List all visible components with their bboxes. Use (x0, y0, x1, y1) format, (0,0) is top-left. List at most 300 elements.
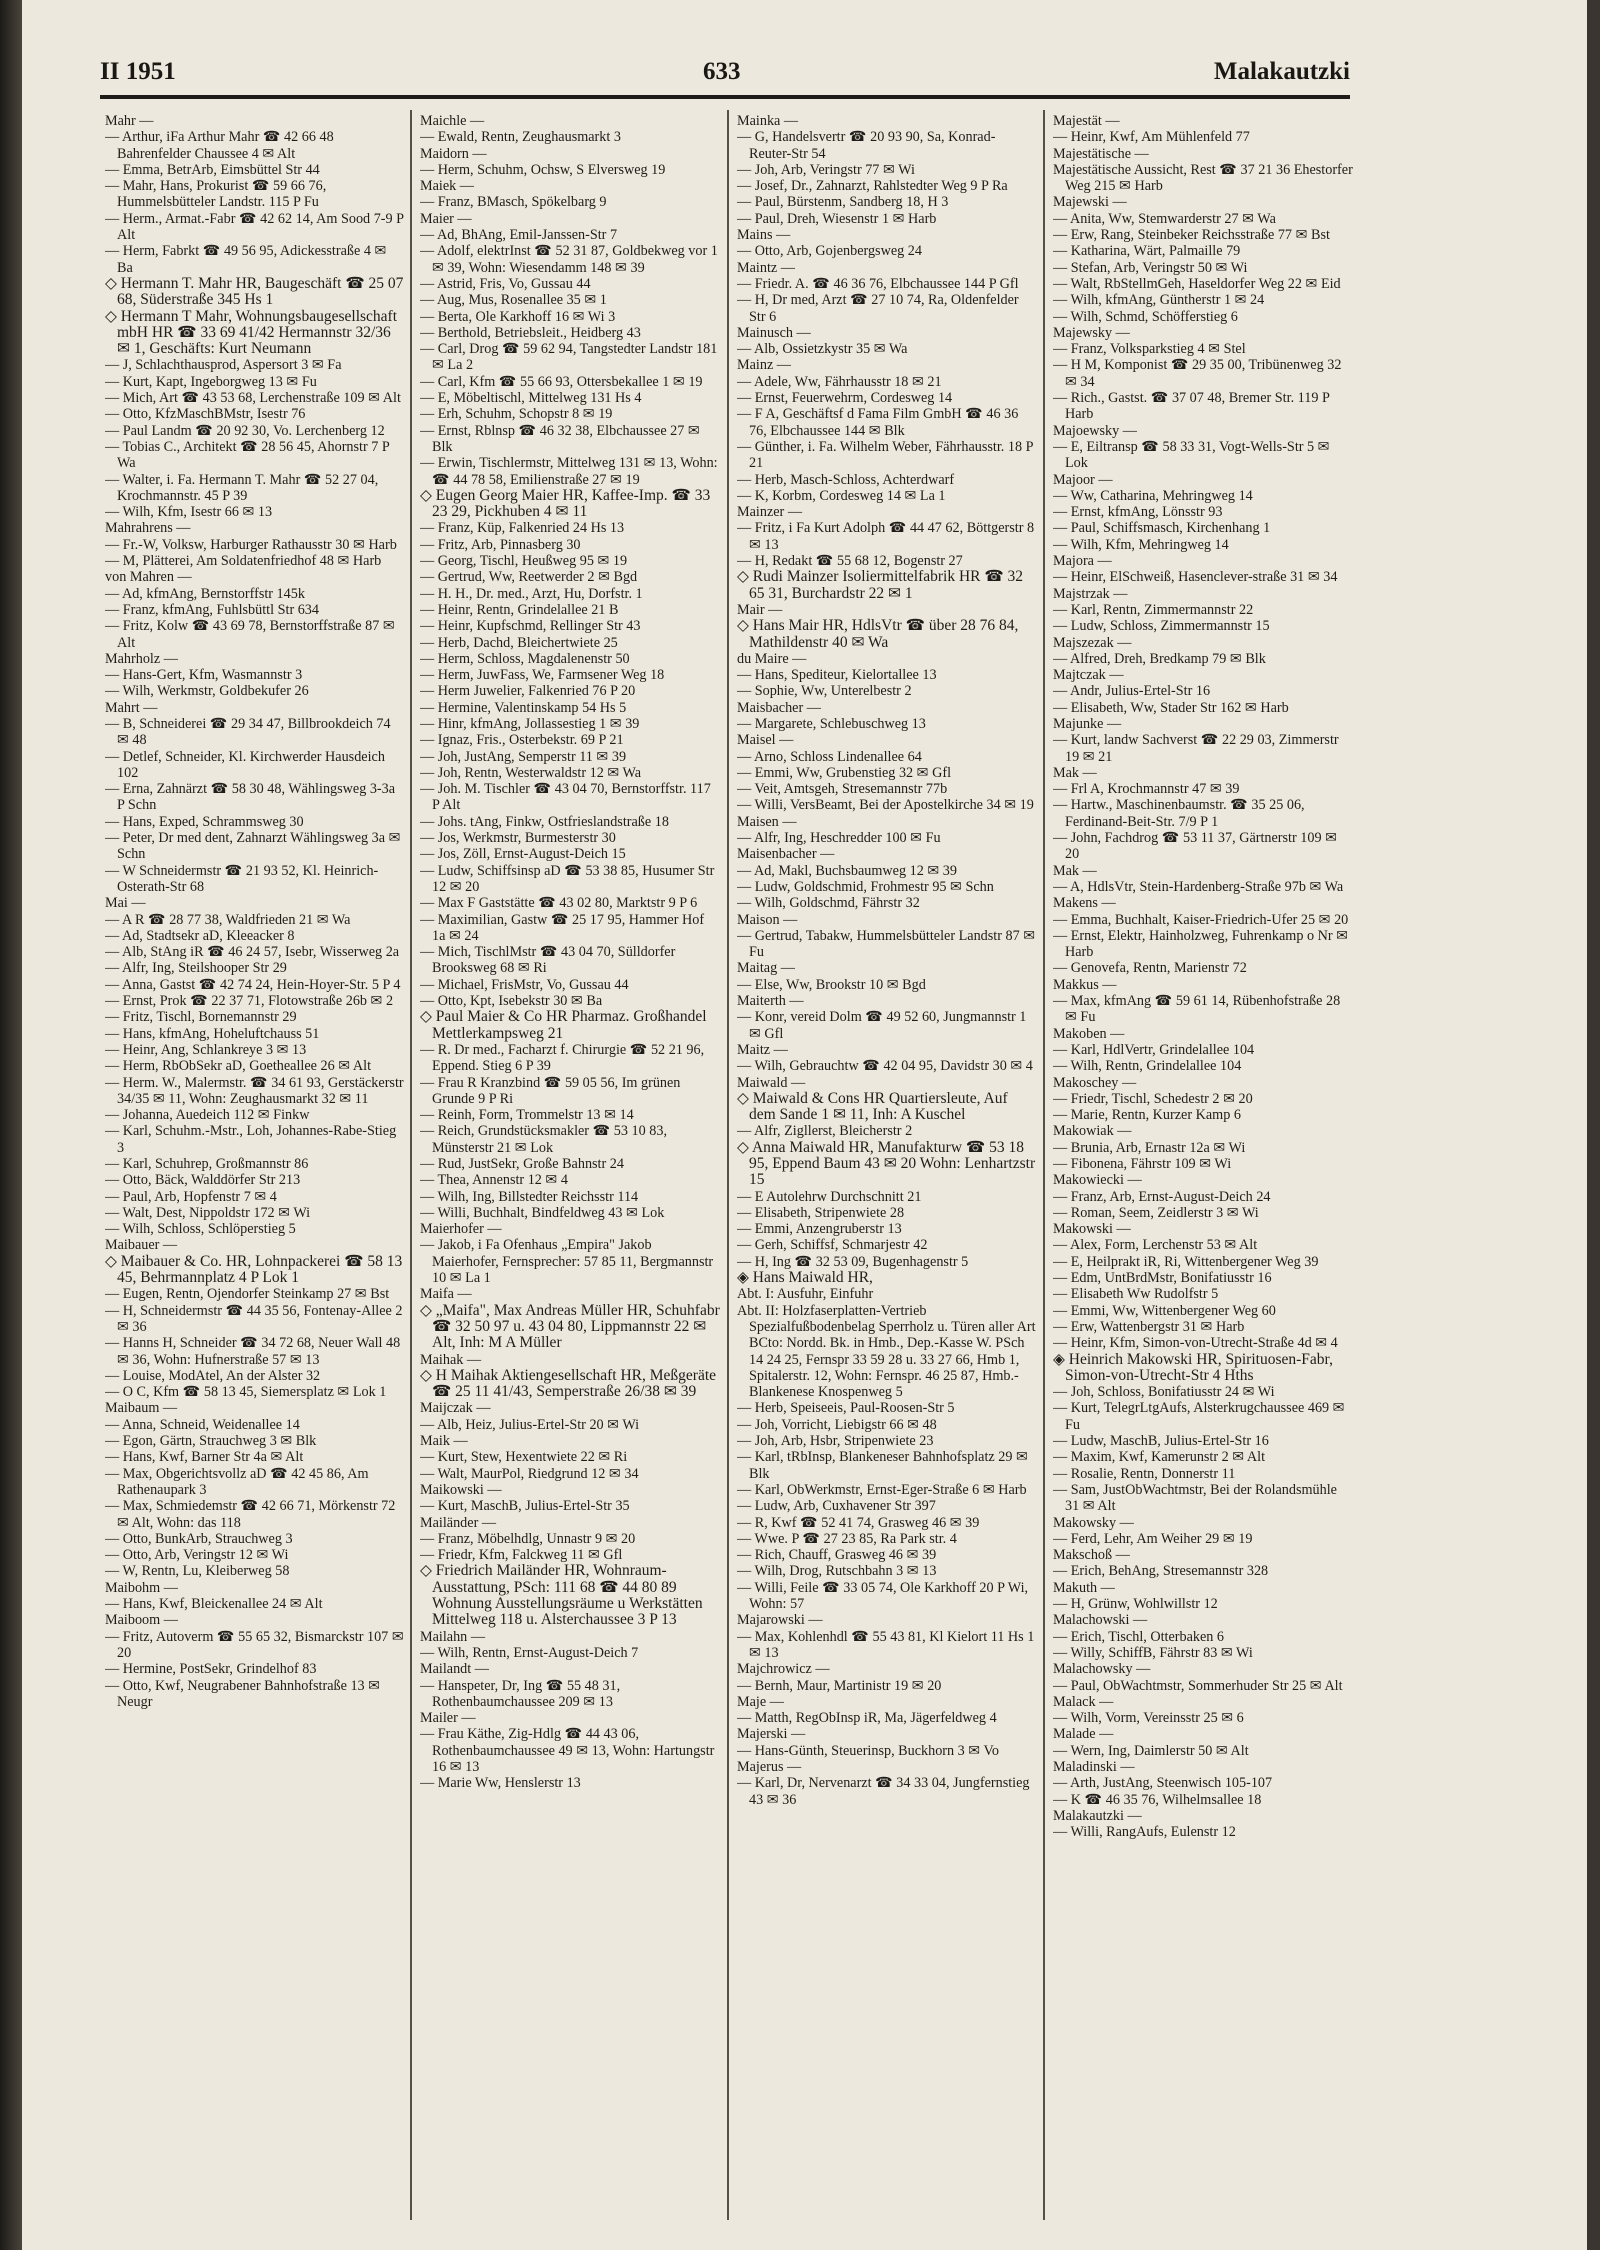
directory-entry: — Gertrud, Ww, Reetwerder 2 ✉ Bgd (420, 569, 638, 586)
directory-entry: — Johs. tAng, Finkw, Ostfrieslandstraße 18 (420, 813, 669, 830)
directory-entry: — Karl, HdlVertr, Grindelallee 104 (1053, 1041, 1255, 1058)
directory-entry: Maladinski — (1053, 1758, 1135, 1775)
directory-entry: Maitz — (737, 1041, 788, 1058)
directory-entry: Maier — (420, 210, 472, 227)
directory-entry: — Sophie, Ww, Unterelbestr 2 (737, 683, 912, 700)
directory-entry: — Ernst, Elektr, Hainholzweg, Fuhrenkamp o Nr ✉ Harb (1053, 927, 1349, 961)
directory-entry: — Heinr, ElSchweiß, Hasenclever-straße 31 ✉ 34 (1053, 569, 1338, 586)
directory-entry: Majchrowicz — (737, 1661, 830, 1678)
directory-entry: — Fritz, Kolw ☎ 43 69 78, Bernstorffstraße 87 ✉ Alt (105, 618, 395, 651)
directory-entry: — Max, Obgerichtsvollz aD ☎ 42 45 86, Am Rathenaupark 3 (105, 1465, 369, 1498)
directory-entry: Maiterth — (737, 993, 804, 1010)
directory-entry: Maiwald — (737, 1074, 806, 1091)
directory-entry: — Wilh, Schloss, Schlöperstieg 5 (105, 1221, 296, 1238)
header-rule (100, 95, 1350, 99)
directory-entry: Mahrahrens — (105, 520, 191, 537)
directory-entry: — Margarete, Schlebuschweg 13 (737, 715, 926, 732)
directory-column-2 (420, 113, 720, 2223)
directory-entry: Mai — (105, 895, 146, 912)
directory-entry: — Arno, Schloss Lindenallee 64 (737, 748, 922, 765)
directory-entry: Majunke — (1053, 715, 1122, 732)
directory-entry: — Hans-Günth, Steuerinsp, Buckhorn 3 ✉ Vo (737, 1742, 999, 1759)
directory-entry: ◇ Hermann T. Mahr HR, Baugeschäft ☎ 25 07 68, Süderstraße 345 Hs 1 (105, 274, 404, 309)
directory-entry: — Herm, Schuhm, Ochsw, S Elversweg 19 (420, 161, 666, 178)
directory-entry: von Mahren — (105, 569, 192, 586)
directory-entry: — Maximilian, Gastw ☎ 25 17 95, Hammer Hof 1a ✉ 24 (420, 911, 705, 944)
directory-entry: — Veit, Amtsgeh, Stresemannstr 77b (737, 781, 948, 798)
directory-entry: Mainka — (737, 113, 799, 129)
directory-entry: Malachowski — (1053, 1612, 1148, 1629)
directory-entry: — Ludw, MaschB, Julius-Ertel-Str 16 (1053, 1433, 1269, 1450)
directory-entry: Mak — (1053, 862, 1097, 879)
directory-entry: ◈ Heinrich Makowski HR, Spirituosen-Fabr, Simon-von-Utrecht-Str 4 Hths (1053, 1350, 1333, 1384)
directory-entry: — Willy, SchiffB, Fährstr 83 ✉ Wi (1053, 1644, 1253, 1661)
directory-entry: — E, Eiltransp ☎ 58 33 31, Vogt-Wells-Str 5 ✉ Lok (1053, 438, 1330, 472)
directory-entry: Majewsky — (1053, 324, 1130, 341)
directory-entry: — H, Schneidermstr ☎ 44 35 56, Fontenay-Allee 2 ✉ 36 (105, 1302, 403, 1335)
directory-entry: Maidorn — (420, 145, 487, 162)
directory-entry: — Wilh, Ing, Billstedter Reichsstr 114 (420, 1188, 639, 1205)
directory-entry: — Emma, Buchhalt, Kaiser-Friedrich-Ufer 25 ✉ 20 (1053, 911, 1349, 928)
directory-entry: — Ernst, Rblnsp ☎ 46 32 38, Elbchaussee 27 ✉ Blk (420, 422, 700, 455)
directory-entry: — Kurt, Stew, Hexentwiete 22 ✉ Ri (420, 1449, 628, 1466)
directory-entry: ◇ „Maifa", Max Andreas Müller HR, Schuhfabr ☎ 32 50 97 u. 43 04 80, Lippmannstr 22 ✉ Alt, Inh: M A Müller (420, 1301, 720, 1352)
directory-entry: Maierhofer — (420, 1221, 502, 1238)
directory-entry: — Karl, Dr, Nervenarzt ☎ 34 33 04, Jungfernstieg 43 ✉ 36 (737, 1775, 1030, 1808)
directory-entry: — Rosalie, Rentn, Donnerstr 11 (1053, 1465, 1236, 1482)
directory-entry: — Wilh, Kfm, Isestr 66 ✉ 13 (105, 504, 273, 521)
directory-entry: — Heinr, Ang, Schlankreye 3 ✉ 13 (105, 1041, 307, 1058)
directory-entry: Makoschey — (1053, 1074, 1137, 1091)
directory-entry: du Maire — (737, 650, 807, 667)
directory-entry: Majtczak — (1053, 667, 1124, 684)
directory-entry: — Herm Juwelier, Falkenried 76 P 20 (420, 683, 636, 700)
directory-entry: — Wilh, Goldschmd, Fährstr 32 (737, 895, 920, 912)
directory-entry: — Heinr, Kupfschmd, Rellinger Str 43 (420, 618, 641, 635)
directory-entry: Maijczak — (420, 1400, 491, 1417)
directory-entry: — Joh, Vorricht, Liebigstr 66 ✉ 48 (737, 1416, 937, 1433)
directory-entry: — Tobias C., Architekt ☎ 28 56 45, Ahornstr 7 P Wa (105, 438, 390, 472)
directory-entry: Maisel — (737, 732, 794, 749)
directory-entry: Maiboom — (105, 1612, 178, 1629)
directory-entry: — Willi, RangAufs, Eulenstr 12 (1053, 1824, 1236, 1841)
directory-entry: — Karl, ObWerkmstr, Ernst-Eger-Straße 6 ✉ Harb (737, 1481, 1027, 1498)
directory-entry: Mainusch — (737, 324, 811, 341)
directory-entry: — Josef, Dr., Zahnarzt, Rahlstedter Weg 9 P Ra (737, 178, 1008, 195)
directory-entry: — Frau R Kranzbind ☎ 59 05 56, Im grünen Grunde 9 P Ri (420, 1074, 681, 1107)
directory-entry: — O C, Kfm ☎ 58 13 45, Siemersplatz ✉ Lok 1 (105, 1384, 387, 1401)
directory-entry: — Ad, Stadtsekr aD, Kleeacker 8 (105, 927, 295, 944)
directory-entry: — Edm, UntBrdMstr, Bonifatiusstr 16 (1053, 1270, 1272, 1287)
directory-entry: — Rich., Gastst. ☎ 37 07 48, Bremer Str. 119 P Harb (1053, 390, 1330, 423)
directory-entry: Maifa — (420, 1286, 472, 1303)
book-binding (0, 0, 22, 2250)
directory-entry: — Hinr, kfmAng, Jollassestieg 1 ✉ 39 (420, 715, 640, 732)
directory-entry: — Elisabeth, Ww, Stader Str 162 ✉ Harb (1053, 699, 1289, 716)
directory-entry: — Karl, Schuhrep, Großmannstr 86 (105, 1156, 309, 1172)
directory-entry: — Paul, Schiffsmasch, Kirchenhang 1 (1053, 520, 1271, 537)
directory-entry: — Emma, BetrArb, Eimsbüttel Str 44 (105, 161, 320, 178)
directory-entry: — Roman, Seem, Zeidlerstr 3 ✉ Wi (1053, 1204, 1259, 1221)
directory-entry: Maibauer — (105, 1237, 178, 1254)
directory-entry: — G, Handelsvertr ☎ 20 93 90, Sa, Konrad-Reuter-Str 54 (737, 129, 996, 162)
directory-entry: — Karl, Schuhm.-Mstr., Loh, Johannes-Rabe-Stieg 3 (105, 1123, 397, 1156)
directory-entry: — Thea, Annenstr 12 ✉ 4 (420, 1172, 568, 1189)
directory-entry: — Berthold, Betriebsleit., Heidberg 43 (420, 324, 641, 341)
directory-entry: — Joh, Schloss, Bonifatiusstr 24 ✉ Wi (1053, 1384, 1275, 1401)
directory-entry: — Elisabeth, Stripenwiete 28 (737, 1204, 905, 1221)
directory-entry: — Michael, FrisMstr, Vo, Gussau 44 (420, 976, 629, 993)
directory-entry: — Bernh, Maur, Martinistr 19 ✉ 20 (737, 1677, 942, 1694)
directory-entry: — Detlef, Schneider, Kl. Kirchwerder Hausdeich 102 (105, 748, 385, 781)
directory-entry: — Paul, Arb, Hopfenstr 7 ✉ 4 (105, 1188, 277, 1205)
directory-entry: — Johanna, Auedeich 112 ✉ Finkw (105, 1107, 310, 1124)
directory-entry: — Mich, TischlMstr ☎ 43 04 70, Sülldorfer Brooksweg 68 ✉ Ri (420, 944, 676, 977)
directory-entry: — Kurt, landw Sachverst ☎ 22 29 03, Zimmerstr 19 ✉ 21 (1053, 732, 1339, 765)
directory-entry: — Erh, Schuhm, Schopstr 8 ✉ 19 (420, 406, 613, 423)
directory-entry: — Wilh, Schmd, Schöfferstieg 6 (1053, 308, 1238, 325)
directory-entry: Majerski — (737, 1726, 806, 1743)
directory-entry: — Ad, Makl, Buchsbaumweg 12 ✉ 39 (737, 862, 957, 879)
directory-entry: — Rud, JustSekr, Große Bahnstr 24 (420, 1156, 624, 1172)
directory-entry: Mailandt — (420, 1661, 489, 1678)
directory-entry: — Ernst, Feuerwehrm, Cordesweg 14 (737, 390, 953, 407)
directory-entry: — Erwin, Tischlermstr, Mittelweg 131 ✉ 13, Wohn: ☎ 44 78 58, Emilienstraße 27 ✉ 19 (420, 455, 718, 488)
directory-entry: — H, Redakt ☎ 55 68 12, Bogenstr 27 (737, 553, 963, 570)
directory-entry: — Frl A, Krochmannstr 47 ✉ 39 (1053, 781, 1240, 798)
directory-entry: — Erw, Wattenbergstr 31 ✉ Harb (1053, 1318, 1245, 1335)
directory-entry: — Fibonena, Fährstr 109 ✉ Wi (1053, 1156, 1232, 1172)
directory-entry: — Andr, Julius-Ertel-Str 16 (1053, 683, 1211, 700)
directory-entry: — Herm., Armat.-Fabr ☎ 42 62 14, Am Sood 7-9 P Alt (105, 210, 404, 244)
directory-entry: — Brunia, Arb, Ernastr 12a ✉ Wi (1053, 1139, 1246, 1156)
directory-entry: Majerus — (737, 1758, 802, 1775)
directory-entry: — Ludw, Schloss, Zimmermannstr 15 (1053, 618, 1270, 635)
directory-entry: — Gerh, Schiffsf, Schmarjestr 42 (737, 1237, 928, 1254)
directory-entry: Maisbacher — (737, 699, 821, 716)
directory-entry: — Karl, Rentn, Zimmermannstr 22 (1053, 601, 1254, 618)
directory-entry: — Alfred, Dreh, Bredkamp 79 ✉ Blk (1053, 650, 1266, 667)
directory-entry: Mainz — (737, 357, 791, 374)
directory-entry: — Hans, Kwf, Barner Str 4a ✉ Alt (105, 1449, 304, 1466)
directory-entry: — Franz, Arb, Ernst-August-Deich 24 (1053, 1188, 1271, 1205)
directory-entry: — Ludw, Arb, Cuxhavener Str 397 (737, 1498, 936, 1515)
directory-entry: — E, Möbeltischl, Mittelweg 131 Hs 4 (420, 390, 642, 407)
directory-entry: — Otto, Arb, Veringstr 12 ✉ Wi (105, 1547, 289, 1564)
directory-entry: — Ignaz, Fris., Osterbekstr. 69 P 21 (420, 732, 624, 749)
directory-entry: — Max F Gaststätte ☎ 43 02 80, Marktstr 9 P 6 (420, 895, 698, 912)
directory-entry: — Günther, i. Fa. Wilhelm Weber, Fährhausstr. 18 P 21 (737, 438, 1033, 472)
directory-entry: — Anita, Ww, Stemwarderstr 27 ✉ Wa (1053, 210, 1276, 227)
directory-entry: — Ernst, Prok ☎ 22 37 71, Flotowstraße 26b ✉ 2 (105, 993, 394, 1010)
directory-entry: — Alb, Ossietzkystr 35 ✉ Wa (737, 341, 908, 358)
directory-entry: — Wilh, kfmAng, Güntherstr 1 ✉ 24 (1053, 292, 1265, 309)
directory-entry: — Heinr, Kwf, Am Mühlenfeld 77 (1053, 129, 1250, 146)
directory-entry: — Ad, BhAng, Emil-Janssen-Str 7 (420, 227, 618, 244)
directory-entry: — Anna, Schneid, Weidenallee 14 (105, 1416, 300, 1433)
directory-entry: Maisen — (737, 813, 797, 830)
directory-entry: — Willi, VersBeamt, Bei der Apostelkirche 34 ✉ 19 (737, 797, 1034, 814)
directory-entry: — Wilh, Rentn, Grindelallee 104 (1053, 1058, 1242, 1075)
directory-entry: — E Autolehrw Durchschnitt 21 (737, 1188, 922, 1205)
directory-entry: — Jos, Werkmstr, Burmesterstr 30 (420, 830, 616, 847)
directory-entry: — Walter, i. Fa. Hermann T. Mahr ☎ 52 27 04, Krochmannstr. 45 P 39 (105, 471, 379, 504)
page-header-left: II 1951 (100, 58, 176, 85)
directory-entry: — Franz, kfmAng, Fuhlsbüttl Str 634 (105, 601, 319, 618)
directory-entry: — Walt, MaurPol, Riedgrund 12 ✉ 34 (420, 1465, 639, 1482)
directory-entry: Maiek — (420, 178, 474, 195)
directory-entry: — Walt, Dest, Nippoldstr 172 ✉ Wi (105, 1204, 311, 1221)
directory-entry: — Erna, Zahnärzt ☎ 58 30 48, Wählingsweg 3-3a P Schn (105, 781, 396, 814)
directory-entry: — Stefan, Arb, Veringstr 50 ✉ Wi (1053, 259, 1248, 276)
directory-entry: — Genovefa, Rentn, Marienstr 72 (1053, 960, 1247, 977)
directory-entry: — Paul Landm ☎ 20 92 30, Vo. Lerchenberg 12 (105, 422, 385, 439)
directory-entry: — Herm. W., Malermstr. ☎ 34 61 93, Gerstäckerstr 34/35 ✉ 11, Wohn: Zeughausmarkt 32 ✉ 11 (105, 1074, 404, 1107)
directory-entry: — Marie Ww, Henslerstr 13 (420, 1775, 581, 1792)
directory-entry: — R, Kwf ☎ 52 41 74, Grasweg 46 ✉ 39 (737, 1514, 980, 1531)
directory-entry: — Hermine, Valentinskamp 54 Hs 5 (420, 699, 627, 716)
directory-entry: — Jakob, i Fa Ofenhaus „Empira" Jakob Maierhofer, Fernsprecher: 57 85 11, Bergmannstr 10 ✉ La 1 (420, 1237, 714, 1287)
directory-entry: — Fr.-W, Volksw, Harburger Rathausstr 30 ✉ Harb (105, 536, 397, 553)
directory-entry: — Wilh, Werkmstr, Goldbekufer 26 (105, 683, 309, 700)
directory-entry: Mahrholz — (105, 650, 178, 667)
directory-entry: Maje — (737, 1693, 784, 1710)
directory-entry: — Hans, Spediteur, Kielortallee 13 (737, 667, 937, 684)
directory-entry: Maichle — (420, 113, 485, 129)
directory-entry: Mahrt — (105, 699, 158, 716)
directory-entry: — H M, Komponist ☎ 29 35 00, Tribünenweg 32 ✉ 34 (1053, 357, 1342, 390)
directory-entry: — Arthur, iFa Arthur Mahr ☎ 42 66 48 Bahrenfelder Chaussee 4 ✉ Alt (105, 129, 334, 162)
directory-entry: — Sam, JustObWachtmstr, Bei der Rolandsmühle 31 ✉ Alt (1053, 1481, 1337, 1515)
directory-entry: — Alfr, Ing, Heschredder 100 ✉ Fu (737, 830, 941, 847)
directory-entry: — Wwe. P ☎ 27 23 85, Ra Park str. 4 (737, 1530, 957, 1547)
directory-entry: — Fritz, i Fa Kurt Adolph ☎ 44 47 62, Böttgerstr 8 ✉ 13 (737, 520, 1035, 553)
directory-entry: ◇ Hermann T Mahr, Wohnungsbaugesellschaft mbH HR ☎ 33 69 41/42 Hermannstr 32/36 ✉ 1, Geschäfts: Kurt Neumann (105, 307, 398, 358)
directory-entry: — Eugen, Rentn, Ojendorfer Steinkamp 27 ✉ Bst (105, 1286, 390, 1303)
directory-entry: — Adolf, elektrInst ☎ 52 31 87, Goldbekweg vor 1 ✉ 39, Wohn: Wiesendamm 148 ✉ 39 (420, 243, 718, 276)
directory-entry: — Kurt, Kapt, Ingeborgweg 13 ✉ Fu (105, 373, 317, 390)
directory-entry: Mahr — (105, 113, 154, 129)
directory-entry: — H, Dr med, Arzt ☎ 27 10 74, Ra, Oldenfelder Str 6 (737, 292, 1019, 325)
directory-entry: — Otto, Kwf, Neugrabener Bahnhofstraße 13 ✉ Neugr (105, 1677, 381, 1710)
directory-entry: — Wilh, Rentn, Ernst-August-Deich 7 (420, 1644, 639, 1661)
running-header (100, 58, 1350, 90)
directory-entry: — E, Heilprakt iR, Ri, Wittenbergener Weg 39 (1053, 1253, 1319, 1270)
directory-entry: Mainzer — (737, 504, 803, 521)
directory-entry: Mak — (1053, 764, 1097, 781)
directory-entry: — Herm, JuwFass, We, Farmsener Weg 18 (420, 667, 665, 684)
directory-entry: — Otto, Kpt, Isebekstr 30 ✉ Ba (420, 993, 603, 1010)
directory-entry: Majszezak — (1053, 634, 1132, 651)
directory-entry: — Else, Ww, Brookstr 10 ✉ Bgd (737, 976, 926, 993)
directory-entry: — Wilh, Gebrauchtw ☎ 42 04 95, Davidstr 30 ✉ 4 (737, 1058, 1033, 1075)
directory-entry: — Hermine, PostSekr, Grindelhof 83 (105, 1661, 317, 1678)
directory-entry: — Franz, Volksparkstieg 4 ✉ Stel (1053, 341, 1246, 358)
directory-entry: — Ludw, Goldschmid, Frohmestr 95 ✉ Schn (737, 878, 994, 895)
directory-entry: — Berta, Ole Karkhoff 16 ✉ Wi 3 (420, 308, 616, 325)
directory-entry: — Alfr, Ing, Steilshooper Str 29 (105, 960, 287, 977)
directory-entry: Maison — (737, 911, 798, 928)
directory-entry: — H. H., Dr. med., Arzt, Hu, Dorfstr. 1 (420, 585, 643, 602)
directory-entry: ◇ Eugen Georg Maier HR, Kaffee-Imp. ☎ 33 23 29, Pickhuben 4 ✉ 11 (420, 486, 711, 521)
directory-entry: — Arth, JustAng, Steenwisch 105-107 (1053, 1775, 1273, 1792)
directory-entry: — Wilh, Drog, Rutschbahn 3 ✉ 13 (737, 1563, 937, 1580)
directory-entry: Majstrzak — (1053, 585, 1128, 602)
directory-entry: — Carl, Kfm ☎ 55 66 93, Ottersbekallee 1 ✉ 19 (420, 373, 703, 390)
directory-entry: — Walt, RbStellmGeh, Haseldorfer Weg 22 ✉ Eid (1053, 275, 1341, 292)
directory-entry: — Joh, Arb, Veringstr 77 ✉ Wi (737, 161, 915, 178)
directory-entry: — Franz, Küp, Falkenried 24 Hs 13 (420, 520, 625, 537)
directory-entry: — K ☎ 46 35 76, Wilhelmsallee 18 (1053, 1791, 1262, 1808)
directory-entry: Makowiak — (1053, 1123, 1132, 1140)
directory-entry: — W, Rentn, Lu, Kleiberweg 58 (105, 1563, 290, 1580)
directory-entry: — Alfr, Zigllerst, Bleicherstr 2 (737, 1123, 913, 1140)
directory-entry: — A R ☎ 28 77 38, Waldfrieden 21 ✉ Wa (105, 911, 351, 928)
directory-entry: — Joh, JustAng, Semperstr 11 ✉ 39 (420, 748, 627, 765)
directory-entry: — Ernst, kfmAng, Lönsstr 93 (1053, 504, 1223, 521)
directory-entry: — Otto, BunkArb, Strauchweg 3 (105, 1530, 293, 1547)
directory-entry: Makens — (1053, 895, 1116, 912)
directory-entry: — Joh, Arb, Hsbr, Stripenwiete 23 (737, 1433, 934, 1450)
directory-entry: — Ww, Catharina, Mehringweg 14 (1053, 487, 1253, 504)
directory-entry: — Georg, Tischl, Heußweg 95 ✉ 19 (420, 553, 628, 570)
directory-entry: — W Schneidermstr ☎ 21 93 52, Kl. Heinrich-Osterath-Str 68 (105, 862, 379, 895)
directory-entry: — Hanspeter, Dr, Ing ☎ 55 48 31, Rothenbaumchaussee 209 ✉ 13 (420, 1677, 621, 1710)
directory-entry: Maibohm — (105, 1579, 178, 1596)
directory-entry: ◇ Paul Maier & Co HR Pharmaz. Großhandel Mettlerkampsweg 21 (420, 1008, 707, 1042)
directory-entry: — Herb, Dachd, Bleichertwiete 25 (420, 634, 618, 651)
directory-entry: — Jos, Zöll, Ernst-August-Deich 15 (420, 846, 626, 863)
directory-entry: ◇ Friedrich Mailänder HR, Wohnraum-Ausstattung, PSch: 111 68 ☎ 44 80 89 Wohnung Ausstellungsräume u Werkstätten Mittelweg 118 u. Alsterchaussee 3 P 13 (420, 1562, 703, 1629)
directory-entry: — A, HdlsVtr, Stein-Hardenberg-Straße 97b ✉ Wa (1053, 878, 1344, 895)
directory-entry: — Friedr, Tischl, Schedestr 2 ✉ 20 (1053, 1090, 1253, 1107)
directory-entry: Maitag — (737, 960, 795, 977)
directory-entry: — Max, Schmiedemstr ☎ 42 66 71, Mörkenstr 72 ✉ Alt, Wohn: das 118 (105, 1498, 396, 1531)
directory-entry: — Reich, Grundstücksmakler ☎ 53 10 83, Münsterstr 21 ✉ Lok (420, 1123, 667, 1156)
directory-entry: — Astrid, Fris, Vo, Gussau 44 (420, 275, 591, 292)
directory-entry: — Hanns H, Schneider ☎ 34 72 68, Neuer Wall 48 ✉ 36, Wohn: Hufnerstraße 57 ✉ 13 (105, 1335, 401, 1368)
directory-entry: — Mich, Art ☎ 43 53 68, Lerchenstraße 109 ✉ Alt (105, 390, 401, 407)
directory-entry: — Paul, Bürstenm, Sandberg 18, H 3 (737, 194, 949, 211)
directory-entry: — Ludw, Schiffsinsp aD ☎ 53 38 85, Husumer Str 12 ✉ 20 (420, 862, 715, 895)
directory-entry: — John, Fachdrog ☎ 53 11 37, Gärtnerstr 109 ✉ 20 (1053, 830, 1337, 863)
directory-entry: ◇ Rudi Mainzer Isoliermittelfabrik HR ☎ 32 65 31, Burchardstr 22 ✉ 1 (737, 568, 1024, 602)
directory-entry: — Matth, RegObInsp iR, Ma, Jägerfeldweg 4 (737, 1710, 997, 1727)
directory-entry: Makoben — (1053, 1025, 1125, 1042)
directory-entry: — Heinr, Kfm, Simon-von-Utrecht-Straße 4d ✉ 4 (1053, 1335, 1338, 1352)
directory-entry: — Max, Kohlenhdl ☎ 55 43 81, Kl Kielort 11 Hs 1 ✉ 13 (737, 1628, 1035, 1661)
directory-entry: — Herm, Schloss, Magdalenenstr 50 (420, 650, 630, 667)
directory-entry: Maintz — (737, 259, 795, 276)
directory-entry: Mailer — (420, 1710, 476, 1727)
directory-entry: — Heinr, Rentn, Grindelallee 21 B (420, 601, 619, 618)
directory-entry: Majestätische — (1053, 145, 1149, 162)
directory-entry: — M, Plätterei, Am Soldatenfriedhof 48 ✉ Harb (105, 553, 382, 570)
directory-entry: — Franz, BMasch, Spökelbarg 9 (420, 194, 607, 211)
directory-entry: — Herm, Fabrkt ☎ 49 56 95, Adickesstraße 4 ✉ Ba (105, 243, 387, 276)
directory-entry: — Alb, StAng iR ☎ 46 24 57, Isebr, Wisserweg 2a (105, 944, 400, 961)
directory-entry: — Emmi, Anzengruberstr 13 (737, 1221, 902, 1238)
directory-entry: — Kurt, TelegrLtgAufs, Alsterkrugchaussee 469 ✉ Fu (1053, 1400, 1345, 1433)
directory-entry: Malachowsky — (1053, 1661, 1151, 1678)
directory-entry: Makowski — (1053, 1221, 1131, 1238)
directory-column-1 (105, 113, 405, 2223)
directory-entry: — Hans, Exped, Schrammsweg 30 (105, 813, 304, 830)
directory-entry: — Hans-Gert, Kfm, Wasmannstr 3 (105, 667, 303, 684)
directory-entry: — Carl, Drog ☎ 59 62 94, Tangstedter Landstr 181 ✉ La 2 (420, 341, 718, 374)
directory-entry: — Willi, Feile ☎ 33 05 74, Ole Karkhoff 20 P Wi, Wohn: 57 (737, 1579, 1029, 1613)
directory-entry: — Erich, BehAng, Stresemannstr 328 (1053, 1563, 1269, 1580)
directory-entry: — H, Ing ☎ 32 53 09, Bugenhagenstr 5 (737, 1253, 969, 1270)
directory-entry: — Paul, ObWachtmstr, Sommerhuder Str 25 ✉ Alt (1053, 1677, 1343, 1694)
directory-entry: — Alex, Form, Lerchenstr 53 ✉ Alt (1053, 1237, 1258, 1254)
directory-entry: Maik — (420, 1433, 468, 1450)
directory-entry: — Otto, Bäck, Walddörfer Str 213 (105, 1172, 301, 1189)
directory-entry: — B, Schneiderei ☎ 29 34 47, Billbrookdeich 74 ✉ 48 (105, 715, 391, 749)
directory-entry: — Fritz, Autoverm ☎ 55 65 32, Bismarckstr 107 ✉ 20 (105, 1628, 404, 1661)
directory-entry: — Egon, Gärtn, Strauchweg 3 ✉ Blk (105, 1433, 317, 1450)
directory-entry: Majestätische Aussicht, Rest ☎ 37 21 36 Ehestorfer Weg 215 ✉ Harb (1053, 161, 1353, 195)
directory-entry: — Adele, Ww, Fährhausstr 18 ✉ 21 (737, 373, 942, 390)
directory-entry: — Marie, Rentn, Kurzer Kamp 6 (1053, 1107, 1241, 1124)
directory-entry: Mailahn — (420, 1628, 486, 1645)
page-number: 633 (703, 58, 741, 85)
directory-entry: — Konr, vereid Dolm ☎ 49 52 60, Jungmannstr 1 ✉ Gfl (737, 1009, 1027, 1042)
directory-entry: Majewski — (1053, 194, 1127, 211)
directory-entry: — Erw, Rang, Steinbeker Reichsstraße 77 ✉ Bst (1053, 227, 1330, 244)
directory-entry: — Max, kfmAng ☎ 59 61 14, Rübenhofstraße 28 ✉ Fu (1053, 993, 1341, 1026)
directory-entry: — Frau Käthe, Zig-Hdlg ☎ 44 43 06, Rothenbaumchaussee 49 ✉ 13, Wohn: Hartungstr 16 ✉ 13 (420, 1726, 715, 1775)
directory-entry: Abt. II: Holzfaserplatten-Vertrieb Spezialfußbodenbelag Sperrholz u. Türen aller Art BCto: Nordd. Bk. in Hmb., Dep.-Kasse W. PSch 14 24 25, Fernspr 33 59 28 u. 33 27 66, Hmb 1, Spitalerstr. 12, Wohn: Fernspr. 46 25 87, Hmb.-Blankenese Knospenweg 5 (737, 1302, 1036, 1401)
directory-column-3 (737, 113, 1037, 2223)
directory-entry: — Aug, Mus, Rosenallee 35 ✉ 1 (420, 292, 607, 309)
directory-entry: — Mahr, Hans, Prokurist ☎ 59 66 76, Hummelsbütteler Landstr. 115 P Fu (105, 178, 327, 211)
directory-entry: — K, Korbm, Cordesweg 14 ✉ La 1 (737, 487, 946, 504)
directory-entry: — Rich, Chauff, Grasweg 46 ✉ 39 (737, 1547, 937, 1564)
directory-entry: — Franz, Möbelhdlg, Unnastr 9 ✉ 20 (420, 1530, 636, 1547)
directory-entry: ◇ H Maihak Aktiengesellschaft HR, Meßgeräte ☎ 25 11 41/43, Semperstraße 26/38 ✉ 39 (420, 1366, 717, 1401)
directory-entry: Abt. I: Ausfuhr, Einfuhr (737, 1286, 874, 1303)
directory-entry: Makuth — (1053, 1579, 1115, 1596)
directory-entry: ◇ Maibauer & Co. HR, Lohnpackerei ☎ 58 13 45, Behrmannplatz 4 P Lok 1 (105, 1252, 403, 1287)
directory-entry: Mailänder — (420, 1514, 497, 1531)
directory-entry: — Alb, Heiz, Julius-Ertel-Str 20 ✉ Wi (420, 1416, 640, 1433)
directory-entry: — J, Schlachthausprod, Aspersort 3 ✉ Fa (105, 357, 342, 374)
directory-entry: ◇ Anna Maiwald HR, Manufakturw ☎ 53 18 95, Eppend Baum 43 ✉ 20 Wohn: Lenhartzstr 15 (737, 1138, 1036, 1189)
directory-entry: — H, Grünw, Wohlwillstr 12 (1053, 1596, 1218, 1613)
column-divider (410, 110, 412, 2220)
directory-entry: — Wilh, Vorm, Vereinsstr 25 ✉ 6 (1053, 1710, 1244, 1727)
directory-entry: — Willi, Buchhalt, Bindfeldweg 43 ✉ Lok (420, 1204, 665, 1221)
directory-entry: — Emmi, Ww, Wittenbergener Weg 60 (1053, 1302, 1276, 1319)
directory-entry: Maibaum — (105, 1400, 178, 1417)
directory-entry: — Peter, Dr med dent, Zahnarzt Wählingsweg 3a ✉ Schn (105, 830, 401, 863)
directory-entry: — Herb, Speiseeis, Paul-Roosen-Str 5 (737, 1400, 955, 1417)
directory-entry: — R. Dr med., Facharzt f. Chirurgie ☎ 52 21 96, Eppend. Stieg 6 P 39 (420, 1041, 705, 1075)
directory-entry: — Erich, Tischl, Otterbaken 6 (1053, 1628, 1225, 1645)
directory-entry: ◇ Hans Mair HR, HdlsVtr ☎ über 28 76 84, Mathildenstr 40 ✉ Wa (737, 617, 1019, 651)
directory-entry: Maihak — (420, 1351, 482, 1368)
directory-entry: Mains — (737, 227, 791, 244)
directory-entry: — Ferd, Lehr, Am Weiher 29 ✉ 19 (1053, 1530, 1253, 1547)
directory-entry: — Otto, Arb, Gojenbergsweg 24 (737, 243, 922, 260)
directory-entry: — Hartw., Maschinenbaumstr. ☎ 35 25 06, Ferdinand-Beit-Str. 7/9 P 1 (1053, 797, 1305, 830)
directory-entry: — Hans, Kwf, Bleickenallee 24 ✉ Alt (105, 1596, 323, 1613)
directory-entry: — Herm, RbObSekr aD, Goetheallee 26 ✉ Alt (105, 1058, 372, 1075)
directory-entry: — Fritz, Arb, Pinnasberg 30 (420, 536, 581, 553)
directory-entry: Maisenbacher — (737, 846, 835, 863)
directory-entry: — F A, Geschäftsf d Fama Film GmbH ☎ 46 36 76, Elbchaussee 144 ✉ Blk (737, 406, 1019, 439)
